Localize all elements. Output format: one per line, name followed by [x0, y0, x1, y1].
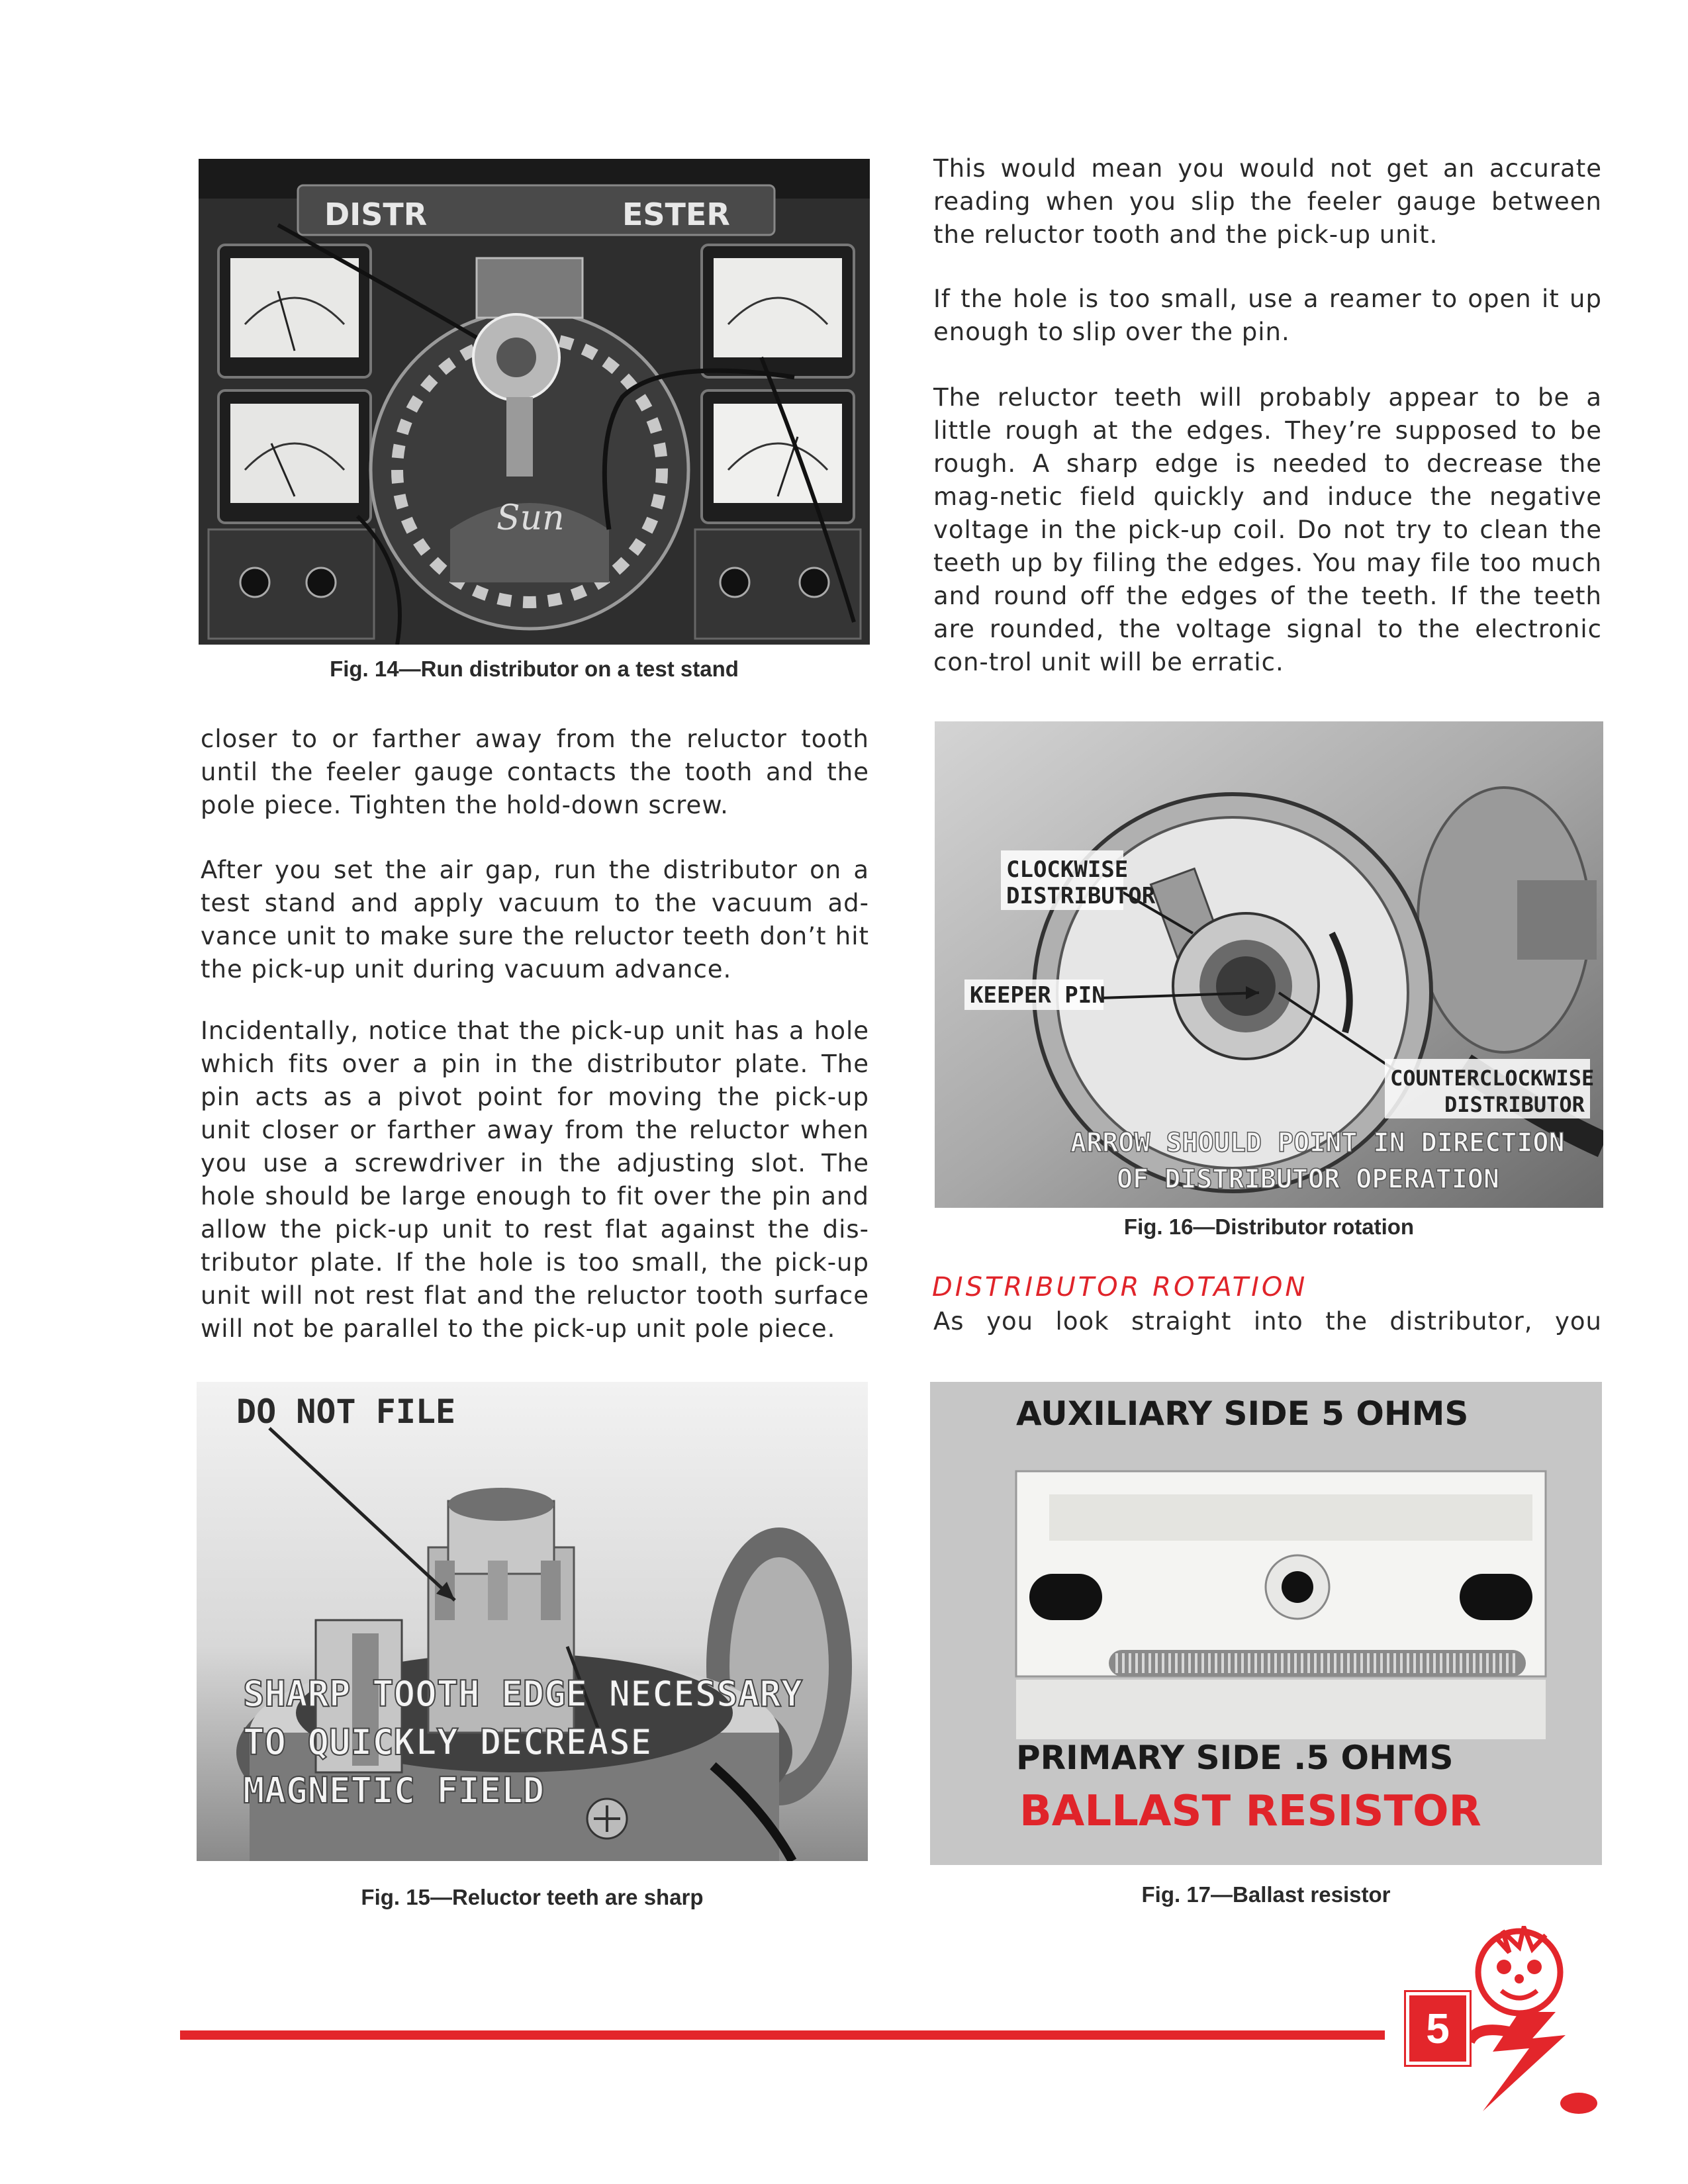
fig14-photo	[199, 159, 870, 645]
left-paragraph-2: After you set the air gap, run the distributor on a test stand and apply vacuum to the vacuum ad-vance unit to make sure the reluctor teeth don’t hit the pick-up unit during vacuum advance.	[201, 856, 869, 983]
fig16-label-ccw-1: COUNTERCLOCKWISE	[1390, 1066, 1595, 1091]
fig16-label-arrow-2: OF DISTRIBUTOR OPERATION	[1117, 1164, 1499, 1195]
fig16-photo	[935, 721, 1603, 1208]
fig16-label-clockwise-1: CLOCKWISE	[1006, 856, 1129, 883]
fig17-label-auxiliary: AUXILIARY SIDE 5 OHMS	[1016, 1394, 1469, 1433]
fig15-label-line3: MAGNETIC FIELD	[243, 1770, 545, 1811]
left-paragraph-1: closer to or farther away from the reluctor tooth until the feeler gauge contacts the tooth and the pole piece. Tighten the hold-down screw.	[201, 725, 869, 819]
ballast-resistor-image	[930, 1382, 1602, 1865]
fig14-title-left: DISTR	[324, 197, 428, 232]
fig15-caption: Fig. 15—Reluctor teeth are sharp	[361, 1885, 704, 1909]
right-paragraph-2: If the hole is too small, use a reamer to open it up enough to slip over the pin.	[933, 285, 1602, 346]
fig16-label-clockwise-2: DISTRIBUTOR	[1006, 883, 1156, 909]
fig15-label-line2: TO QUICKLY DECREASE	[243, 1721, 652, 1763]
distributor-rotation-image	[935, 721, 1603, 1208]
fig16-label-keeper-pin: KEEPER PIN	[970, 982, 1105, 1009]
reluctor-teeth-image	[197, 1382, 868, 1861]
fig17-label-ballast: BALLAST RESISTOR	[1019, 1787, 1481, 1836]
footer-red-rule	[180, 2030, 1385, 2040]
right-paragraph-1: This would mean you would not get an accurate reading when you slip the feeler gauge between the reluctor tooth and the pick-up unit.	[933, 154, 1602, 249]
fig15-photo	[197, 1382, 868, 1861]
fig14-caption: Fig. 14—Run distributor on a test stand	[330, 657, 739, 681]
left-paragraph-3: Incidentally, notice that the pick-up unit has a hole which fits over a pin in the distributor plate. The pin acts as a pivot point for moving the pick-up unit closer or farther away from the reluctor when you use a screwdriver in the adjusting slot. The hole should be large enough to fit over the pin and allow the pick-up unit to rest flat against the dis-tributor plate. If the hole is too small, the pick-up unit will not rest flat and the reluctor tooth surface will not be parallel to the pick-up unit pole piece.	[201, 1017, 869, 1343]
fig16-label-arrow-1: ARROW SHOULD POINT IN DIRECTION	[1070, 1128, 1565, 1158]
fig16-label-ccw-2: DISTRIBUTOR	[1444, 1092, 1585, 1117]
fig17-label-primary: PRIMARY SIDE .5 OHMS	[1016, 1739, 1454, 1777]
fig14-brand: Sun	[496, 498, 565, 538]
fig16-caption: Fig. 16—Distributor rotation	[1123, 1214, 1415, 1239]
distributor-test-stand-image	[199, 159, 870, 645]
fig17-caption: Fig. 17—Ballast resistor	[1141, 1882, 1391, 1907]
page-number-box	[1406, 1992, 1470, 2065]
right-paragraph-4: As you look straight into the distributor, you	[933, 1307, 1602, 1336]
page-number: 5	[1426, 2005, 1450, 2052]
section-heading-distributor-rotation: DISTRIBUTOR ROTATION	[932, 1272, 1308, 1302]
fig15-label-line1: SHARP TOOTH EDGE NECESSARY	[243, 1673, 803, 1715]
right-paragraph-3: The reluctor teeth will probably appear to be a little rough at the edges. They’re supposed to be rough. A sharp edge is needed to decrease the mag-netic field quickly and induce the negative voltage in the pick-up coil. Do not try to clean the teeth up by filing the edges. You may file too much and round off the edges of the teeth. If the teeth are rounded, the voltage signal to the electronic con-trol unit will be erratic.	[933, 383, 1602, 676]
fig15-label-do-not-file: DO NOT FILE	[236, 1392, 456, 1431]
fig17-photo	[930, 1382, 1602, 1865]
fig14-title-right: ESTER	[622, 197, 730, 232]
